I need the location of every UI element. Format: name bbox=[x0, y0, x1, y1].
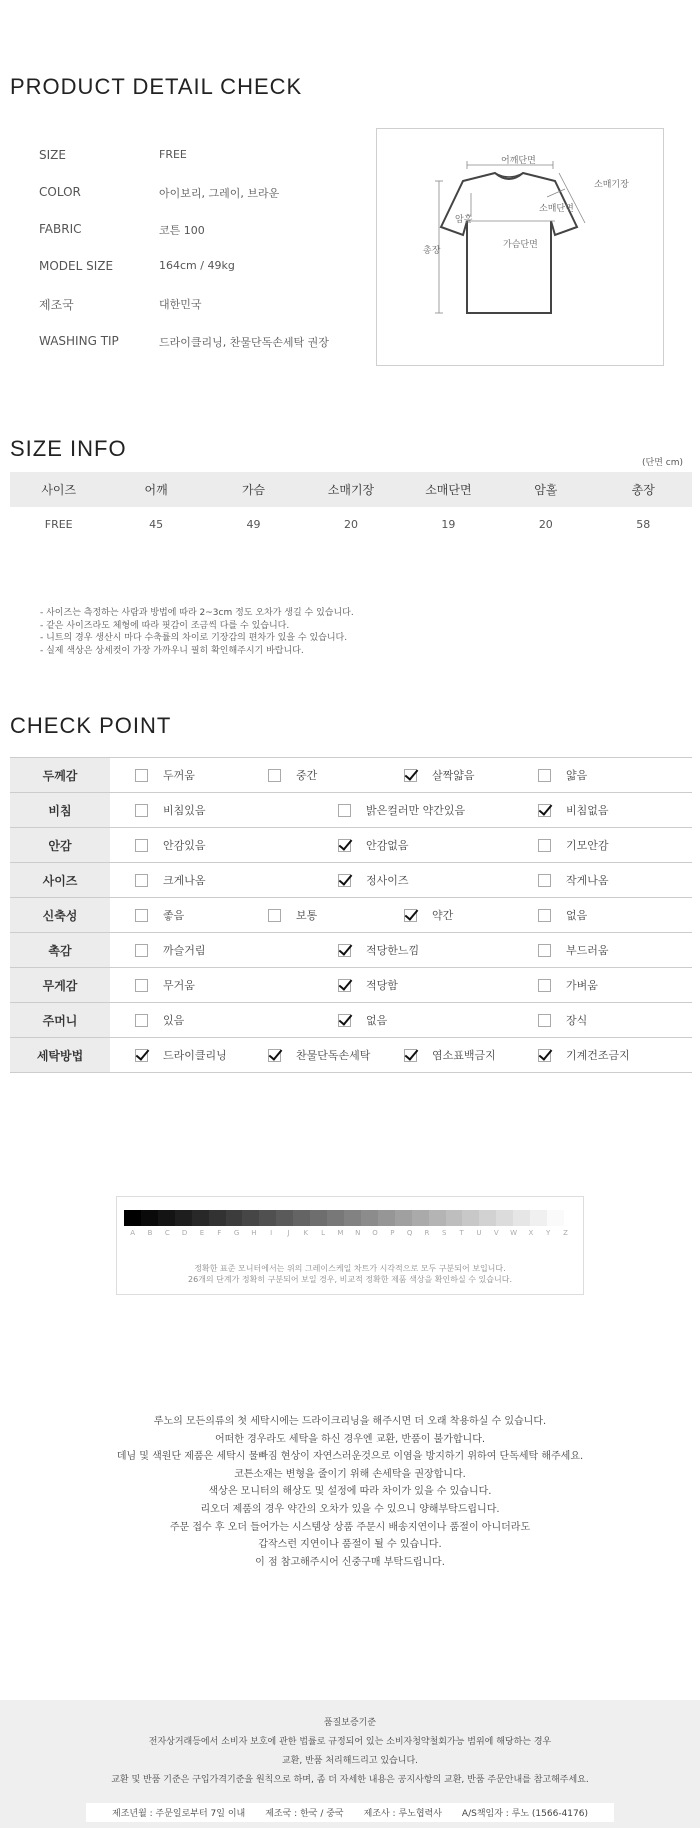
grayscale-letter: W bbox=[510, 1229, 517, 1237]
care-line: 어떠한 경우라도 세탁을 하신 경우엔 교환, 반품이 불가합니다. bbox=[214, 1433, 486, 1445]
check-point-table bbox=[10, 757, 692, 1073]
care-line: 이 점 참고해주시어 신중구매 부탁드립니다. bbox=[255, 1556, 445, 1568]
check-option[interactable]: 보통 bbox=[268, 907, 317, 923]
check-option[interactable]: 밝은컬러만 약간있음 bbox=[338, 802, 465, 818]
check-row-stretch bbox=[10, 898, 692, 933]
checkbox[interactable] bbox=[404, 769, 417, 782]
footer-line: 전자상거래등에서 소비자 보호에 관한 법률로 규정되어 있는 소비자청약철회가능 범위에 해당하는 경우 bbox=[148, 1737, 552, 1747]
checkbox[interactable] bbox=[135, 909, 148, 922]
checkbox[interactable] bbox=[135, 839, 148, 852]
checkbox[interactable] bbox=[135, 1049, 148, 1062]
grayscale-swatch bbox=[446, 1210, 463, 1226]
footer-info-bar bbox=[86, 1803, 614, 1822]
check-label: 비침 bbox=[10, 793, 110, 828]
spec-key-color: COLOR bbox=[39, 185, 81, 199]
spec-key-washing-tip: WASHING TIP bbox=[39, 334, 119, 348]
checkbox[interactable] bbox=[538, 874, 551, 887]
size-note: - 사이즈는 측정하는 사람과 방법에 따라 2~3cm 정도 오차가 생길 수 있습니다. bbox=[40, 608, 354, 618]
checkbox[interactable] bbox=[135, 874, 148, 887]
check-option[interactable]: 장식 bbox=[538, 1012, 587, 1028]
section-title-size-info: SIZE INFO bbox=[10, 436, 127, 461]
checkbox[interactable] bbox=[135, 804, 148, 817]
grayscale-letters bbox=[124, 1229, 574, 1237]
grayscale-letter: X bbox=[528, 1229, 534, 1237]
checkbox[interactable] bbox=[338, 1014, 351, 1027]
check-label: 안감 bbox=[10, 828, 110, 863]
check-option[interactable]: 크게나옴 bbox=[135, 872, 206, 888]
footer-line: 교환, 반품 처리해드리고 있습니다. bbox=[281, 1756, 419, 1766]
check-option[interactable]: 정사이즈 bbox=[338, 872, 409, 888]
grayscale-letter: Y bbox=[546, 1229, 551, 1237]
care-line: 주문 접수 후 오더 들어가는 시스템상 상품 주문시 배송지연이나 품절이 아니더라도 bbox=[169, 1521, 531, 1533]
diagram-label-armhole: 암홀 bbox=[455, 215, 473, 225]
checkbox[interactable] bbox=[338, 804, 351, 817]
checkbox[interactable] bbox=[538, 909, 551, 922]
grayscale-caption-line: 정확한 표준 모니터에서는 위의 그레이스케일 차트가 시각적으로 모두 구분되어 보입니다. bbox=[194, 1264, 506, 1273]
spec-value-fabric: 코튼 100 bbox=[159, 224, 205, 237]
checkbox[interactable] bbox=[338, 944, 351, 957]
spec-value-washing-tip: 드라이클리닝, 찬물단독손세탁 권장 bbox=[159, 336, 329, 349]
grayscale-swatch bbox=[496, 1210, 513, 1226]
size-cell: 49 bbox=[246, 517, 261, 531]
spec-key-fabric: FABRIC bbox=[39, 222, 82, 236]
check-row-lining bbox=[10, 828, 692, 863]
grayscale-swatch bbox=[429, 1210, 446, 1226]
check-row-thickness bbox=[10, 758, 692, 793]
size-header-sleeve-width: 소매단면 bbox=[400, 472, 497, 507]
check-option[interactable]: 적당한느낌 bbox=[338, 942, 419, 958]
care-line: 갑작스런 지연이나 품절이 될 수 있습니다. bbox=[258, 1539, 442, 1551]
checkbox[interactable] bbox=[538, 769, 551, 782]
check-label: 주머니 bbox=[10, 1003, 110, 1038]
grayscale-swatch bbox=[530, 1210, 547, 1226]
checkbox[interactable] bbox=[538, 839, 551, 852]
care-line: 루노의 모든의류의 첫 세탁시에는 드라이크리닝을 해주시면 더 오래 착용하실 수 있습니다. bbox=[153, 1416, 547, 1427]
check-option[interactable]: 좋음 bbox=[135, 907, 184, 923]
check-option[interactable]: 무거움 bbox=[135, 977, 195, 993]
grayscale-letter: K bbox=[303, 1229, 309, 1237]
care-line: 데님 및 색원단 제품은 세탁시 물빠짐 현상이 자연스러운것으로 이염을 방지하기 위하여 단독세탁 해주세요. bbox=[116, 1451, 584, 1463]
checkbox[interactable] bbox=[338, 874, 351, 887]
spec-value-model-size: 164cm / 49kg bbox=[159, 259, 235, 272]
checkbox[interactable] bbox=[538, 979, 551, 992]
check-option[interactable]: 얇음 bbox=[538, 767, 587, 783]
check-option[interactable]: 기계건조금지 bbox=[538, 1047, 630, 1063]
check-option[interactable]: 살짝얇음 bbox=[404, 767, 475, 783]
spec-key-country: 제조국 bbox=[39, 298, 74, 312]
table-row bbox=[10, 507, 692, 541]
grayscale-letter: J bbox=[287, 1229, 290, 1237]
size-unit-label: (단면 cm) bbox=[642, 458, 683, 468]
grayscale-swatch bbox=[462, 1210, 479, 1226]
check-option[interactable]: 비침없음 bbox=[538, 802, 609, 818]
check-option[interactable]: 없음 bbox=[338, 1012, 387, 1028]
grayscale-letter: L bbox=[321, 1229, 326, 1237]
grayscale-letter: I bbox=[270, 1229, 273, 1237]
spec-value-color: 아이보리, 그레이, 브라운 bbox=[159, 187, 280, 200]
grayscale-letter: E bbox=[199, 1229, 205, 1237]
grayscale-letter: U bbox=[476, 1229, 482, 1237]
check-row-washing bbox=[10, 1038, 692, 1073]
grayscale-swatch bbox=[242, 1210, 259, 1226]
quality-guarantee-footer bbox=[0, 1700, 700, 1828]
grayscale-swatch bbox=[547, 1210, 564, 1226]
check-option[interactable]: 있음 bbox=[135, 1012, 184, 1028]
check-label: 신축성 bbox=[10, 898, 110, 933]
check-label: 세탁방법 bbox=[10, 1038, 110, 1073]
grayscale-letter: Q bbox=[406, 1229, 413, 1237]
grayscale-letter: N bbox=[355, 1229, 361, 1237]
checkbox[interactable] bbox=[268, 909, 281, 922]
grayscale-swatch bbox=[124, 1210, 141, 1226]
grayscale-swatch bbox=[378, 1210, 395, 1226]
grayscale-letter: B bbox=[147, 1229, 153, 1237]
grayscale-letter: S bbox=[442, 1229, 447, 1237]
footer-info-country: 제조국 : 한국 / 중국 bbox=[265, 1809, 344, 1819]
checkbox[interactable] bbox=[268, 769, 281, 782]
footer-title: 품질보증기준 bbox=[323, 1718, 377, 1728]
grayscale-swatch bbox=[479, 1210, 496, 1226]
check-row-pocket bbox=[10, 1003, 692, 1038]
size-header-chest: 가슴 bbox=[205, 472, 302, 507]
diagram-label-chest: 가슴단면 bbox=[503, 240, 538, 250]
size-header-shoulder: 어깨 bbox=[107, 472, 204, 507]
grayscale-letter: C bbox=[164, 1229, 170, 1237]
check-label: 사이즈 bbox=[10, 863, 110, 898]
care-line: 색상은 모니터의 해상도 및 설정에 따라 차이가 있을 수 있습니다. bbox=[208, 1486, 492, 1498]
grayscale-chart bbox=[116, 1196, 584, 1295]
grayscale-letter: R bbox=[424, 1229, 430, 1237]
footer-info-manufacture-date: 제조년월 : 주문일로부터 7일 이내 bbox=[112, 1809, 246, 1819]
checkbox[interactable] bbox=[135, 1014, 148, 1027]
size-header-sleeve-length: 소매기장 bbox=[302, 472, 399, 507]
checkbox[interactable] bbox=[538, 1014, 551, 1027]
check-option[interactable]: 부드러움 bbox=[538, 942, 609, 958]
spec-key-size: SIZE bbox=[39, 148, 66, 162]
spec-value-country: 대한민국 bbox=[159, 298, 202, 311]
footer-text bbox=[0, 1714, 700, 1790]
size-notes bbox=[40, 607, 354, 658]
check-label: 무게감 bbox=[10, 968, 110, 1003]
grayscale-letter: Z bbox=[563, 1229, 568, 1237]
checkbox[interactable] bbox=[404, 909, 417, 922]
size-note: - 실제 색상은 상세컷이 가장 가까우니 필히 확인해주시기 바랍니다. bbox=[40, 646, 304, 657]
check-option[interactable]: 기모안감 bbox=[538, 837, 609, 853]
size-table bbox=[10, 472, 692, 541]
check-option[interactable]: 작게나옴 bbox=[538, 872, 609, 888]
grayscale-swatch bbox=[293, 1210, 310, 1226]
diagram-label-total-length: 총장 bbox=[423, 246, 441, 256]
check-row-weight bbox=[10, 968, 692, 1003]
spec-key-model-size: MODEL SIZE bbox=[39, 259, 114, 273]
grayscale-swatch bbox=[141, 1210, 158, 1226]
grayscale-gradient bbox=[124, 1210, 564, 1226]
check-option[interactable]: 안감없음 bbox=[338, 837, 409, 853]
size-note: - 같은 사이즈라도 체형에 따라 핏감이 조금씩 다를 수 있습니다. bbox=[40, 620, 290, 631]
grayscale-letter: H bbox=[251, 1229, 257, 1237]
grayscale-letter: M bbox=[337, 1229, 344, 1237]
size-note: - 니트의 경우 생산시 마다 수축률의 차이로 기장감의 편차가 있을 수 있습니다. bbox=[40, 633, 348, 644]
diagram-label-shoulder: 어깨단면 bbox=[501, 156, 536, 166]
section-title-product-detail: PRODUCT DETAIL CHECK bbox=[10, 74, 303, 99]
grayscale-swatch bbox=[259, 1210, 276, 1226]
check-label: 촉감 bbox=[10, 933, 110, 968]
grayscale-swatch bbox=[395, 1210, 412, 1226]
check-option[interactable]: 약간 bbox=[404, 907, 453, 923]
grayscale-swatch bbox=[327, 1210, 344, 1226]
grayscale-letter: V bbox=[493, 1229, 499, 1237]
grayscale-swatch bbox=[226, 1210, 243, 1226]
footer-line: 교환 및 반품 기준은 구입가격기준을 원칙으로 하며, 좀 더 자세한 내용은 공지사항의 교환, 반품 주문안내를 참고해주세요. bbox=[111, 1775, 589, 1785]
grayscale-swatch bbox=[175, 1210, 192, 1226]
grayscale-letter: O bbox=[372, 1229, 378, 1237]
grayscale-swatch bbox=[412, 1210, 429, 1226]
check-label: 두께감 bbox=[10, 758, 110, 793]
grayscale-letter: D bbox=[181, 1229, 188, 1237]
size-cell: FREE bbox=[44, 517, 73, 531]
grayscale-swatch bbox=[158, 1210, 175, 1226]
grayscale-caption-line: 26개의 단계가 정확히 구분되어 보일 경우, 비교적 정확한 제품 색상을 확인하실 수 있습니다. bbox=[188, 1275, 512, 1284]
check-option[interactable]: 중간 bbox=[268, 767, 317, 783]
size-cell: 19 bbox=[441, 517, 456, 531]
grayscale-swatch bbox=[513, 1210, 530, 1226]
grayscale-swatch bbox=[344, 1210, 361, 1226]
size-cell: 58 bbox=[636, 517, 651, 531]
size-header-size: 사이즈 bbox=[10, 472, 107, 507]
section-title-check-point: CHECK POINT bbox=[10, 713, 172, 738]
diagram-label-sleeve-width: 소매단면 bbox=[539, 204, 574, 214]
grayscale-letter: G bbox=[233, 1229, 240, 1237]
footer-info-as-contact: A/S책임자 : 루노 (1566-4176) bbox=[461, 1809, 588, 1819]
check-option[interactable]: 비침있음 bbox=[135, 802, 206, 818]
check-option[interactable]: 안감있음 bbox=[135, 837, 206, 853]
grayscale-swatch bbox=[361, 1210, 378, 1226]
check-row-texture bbox=[10, 933, 692, 968]
size-table-header bbox=[10, 472, 692, 507]
check-option[interactable]: 두꺼움 bbox=[135, 767, 195, 783]
measurement-diagram bbox=[376, 128, 664, 366]
grayscale-letter: T bbox=[459, 1229, 464, 1237]
checkbox[interactable] bbox=[404, 1049, 417, 1062]
check-option[interactable]: 적당함 bbox=[338, 977, 398, 993]
size-cell: 45 bbox=[149, 517, 164, 531]
grayscale-letter: F bbox=[217, 1229, 222, 1237]
size-cell: 20 bbox=[343, 517, 358, 531]
footer-info-manufacturer: 제조사 : 루노협력사 bbox=[363, 1809, 442, 1819]
check-option[interactable]: 없음 bbox=[538, 907, 587, 923]
size-header-armhole: 암홀 bbox=[497, 472, 594, 507]
care-line: 코튼소재는 변형을 줄이기 위해 손세탁을 권장합니다. bbox=[234, 1468, 466, 1480]
checkbox[interactable] bbox=[135, 944, 148, 957]
checkbox[interactable] bbox=[135, 979, 148, 992]
grayscale-swatch bbox=[276, 1210, 293, 1226]
checkbox[interactable] bbox=[538, 804, 551, 817]
size-cell: 20 bbox=[538, 517, 553, 531]
checkbox[interactable] bbox=[538, 1049, 551, 1062]
checkbox[interactable] bbox=[268, 1049, 281, 1062]
checkbox[interactable] bbox=[538, 944, 551, 957]
check-option[interactable]: 드라이클리닝 bbox=[135, 1047, 227, 1063]
checkbox[interactable] bbox=[338, 979, 351, 992]
grayscale-letter: P bbox=[390, 1229, 395, 1237]
checkbox[interactable] bbox=[338, 839, 351, 852]
check-option[interactable]: 까슬거림 bbox=[135, 942, 206, 958]
checkbox[interactable] bbox=[135, 769, 148, 782]
care-line: 리오더 제품의 경우 약간의 오차가 있을 수 있으니 양해부탁드립니다. bbox=[200, 1503, 500, 1515]
check-row-fit bbox=[10, 863, 692, 898]
check-option[interactable]: 염소표백금지 bbox=[404, 1047, 496, 1063]
grayscale-letter: A bbox=[130, 1229, 136, 1237]
care-notice bbox=[0, 1413, 700, 1571]
spec-value-size: FREE bbox=[159, 148, 187, 161]
grayscale-swatch bbox=[310, 1210, 327, 1226]
diagram-label-sleeve-length: 소매기장 bbox=[594, 180, 629, 190]
check-option[interactable]: 가벼움 bbox=[538, 977, 598, 993]
size-header-total-length: 총장 bbox=[595, 472, 692, 507]
check-option[interactable]: 찬물단독손세탁 bbox=[268, 1047, 370, 1063]
grayscale-swatch bbox=[209, 1210, 226, 1226]
grayscale-swatch bbox=[192, 1210, 209, 1226]
grayscale-caption bbox=[117, 1263, 583, 1285]
check-row-sheerness bbox=[10, 793, 692, 828]
